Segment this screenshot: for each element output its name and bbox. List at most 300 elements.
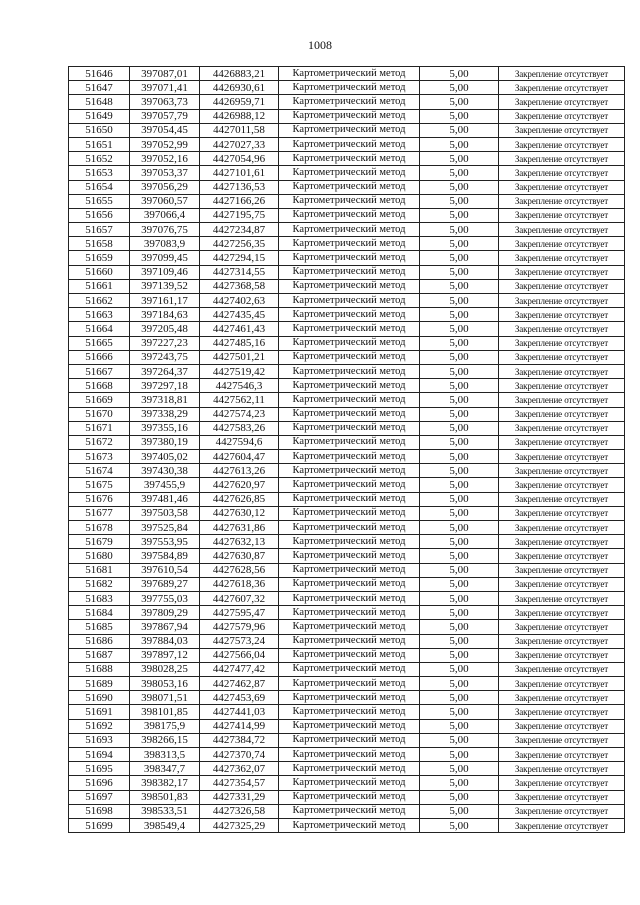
method-cell: Картометрический метод (279, 350, 420, 364)
fixing-cell: Закрепление отсутствует (499, 109, 625, 123)
method-cell: Картометрический метод (279, 336, 420, 350)
point-number-cell: 51686 (69, 634, 130, 648)
y-coordinate-cell: 4427326,58 (200, 804, 279, 818)
accuracy-cell: 5,00 (420, 606, 499, 620)
fixing-cell: Закрепление отсутствует (499, 435, 625, 449)
fixing-cell: Закрепление отсутствует (499, 137, 625, 151)
point-number-cell: 51696 (69, 776, 130, 790)
point-number-cell: 51678 (69, 521, 130, 535)
method-cell: Картометрический метод (279, 521, 420, 535)
fixing-cell: Закрепление отсутствует (499, 648, 625, 662)
table-row (69, 350, 625, 364)
accuracy-cell: 5,00 (420, 223, 499, 237)
point-number-cell: 51687 (69, 648, 130, 662)
fixing-cell: Закрепление отсутствует (499, 677, 625, 691)
point-number-cell: 51650 (69, 123, 130, 137)
table-row (69, 577, 625, 591)
accuracy-cell: 5,00 (420, 521, 499, 535)
x-coordinate-cell: 397503,58 (130, 506, 200, 520)
x-coordinate-cell: 397380,19 (130, 435, 200, 449)
point-number-cell: 51674 (69, 464, 130, 478)
table-row (69, 677, 625, 691)
point-number-cell: 51671 (69, 421, 130, 435)
point-number-cell: 51685 (69, 620, 130, 634)
x-coordinate-cell: 397139,52 (130, 279, 200, 293)
fixing-cell: Закрепление отсутствует (499, 350, 625, 364)
method-cell: Картометрический метод (279, 691, 420, 705)
y-coordinate-cell: 4426988,12 (200, 109, 279, 123)
y-coordinate-cell: 4426930,61 (200, 81, 279, 95)
x-coordinate-cell: 398549,4 (130, 818, 200, 832)
fixing-cell: Закрепление отсутствует (499, 804, 625, 818)
y-coordinate-cell: 4427362,07 (200, 762, 279, 776)
fixing-cell: Закрепление отсутствует (499, 123, 625, 137)
fixing-cell: Закрепление отсутствует (499, 81, 625, 95)
accuracy-cell: 5,00 (420, 95, 499, 109)
accuracy-cell: 5,00 (420, 506, 499, 520)
fixing-cell: Закрепление отсутствует (499, 535, 625, 549)
x-coordinate-cell: 397071,41 (130, 81, 200, 95)
fixing-cell: Закрепление отсутствует (499, 450, 625, 464)
accuracy-cell: 5,00 (420, 549, 499, 563)
table-row (69, 591, 625, 605)
point-number-cell: 51673 (69, 450, 130, 464)
accuracy-cell: 5,00 (420, 109, 499, 123)
x-coordinate-cell: 397161,17 (130, 294, 200, 308)
x-coordinate-cell: 397553,95 (130, 535, 200, 549)
y-coordinate-cell: 4427325,29 (200, 818, 279, 832)
fixing-cell: Закрепление отсутствует (499, 634, 625, 648)
accuracy-cell: 5,00 (420, 691, 499, 705)
table-row (69, 478, 625, 492)
point-number-cell: 51665 (69, 336, 130, 350)
accuracy-cell: 5,00 (420, 379, 499, 393)
table-row (69, 521, 625, 535)
x-coordinate-cell: 398071,51 (130, 691, 200, 705)
method-cell: Картометрический метод (279, 549, 420, 563)
table-row (69, 733, 625, 747)
table-row (69, 492, 625, 506)
fixing-cell: Закрепление отсутствует (499, 478, 625, 492)
x-coordinate-cell: 397083,9 (130, 237, 200, 251)
fixing-cell: Закрепление отсутствует (499, 322, 625, 336)
point-number-cell: 51652 (69, 152, 130, 166)
table-row (69, 322, 625, 336)
x-coordinate-cell: 398266,15 (130, 733, 200, 747)
method-cell: Картометрический метод (279, 166, 420, 180)
x-coordinate-cell: 397610,54 (130, 563, 200, 577)
method-cell: Картометрический метод (279, 634, 420, 648)
method-cell: Картометрический метод (279, 776, 420, 790)
y-coordinate-cell: 4427546,3 (200, 379, 279, 393)
y-coordinate-cell: 4426959,71 (200, 95, 279, 109)
fixing-cell: Закрепление отсутствует (499, 563, 625, 577)
x-coordinate-cell: 397243,75 (130, 350, 200, 364)
fixing-cell: Закрепление отсутствует (499, 379, 625, 393)
x-coordinate-cell: 398053,16 (130, 677, 200, 691)
fixing-cell: Закрепление отсутствует (499, 521, 625, 535)
point-number-cell: 51646 (69, 67, 130, 81)
table-row (69, 506, 625, 520)
accuracy-cell: 5,00 (420, 435, 499, 449)
fixing-cell: Закрепление отсутствует (499, 691, 625, 705)
y-coordinate-cell: 4427453,69 (200, 691, 279, 705)
method-cell: Картометрический метод (279, 364, 420, 378)
method-cell: Картометрический метод (279, 577, 420, 591)
method-cell: Картометрический метод (279, 265, 420, 279)
method-cell: Картометрический метод (279, 818, 420, 832)
x-coordinate-cell: 397318,81 (130, 393, 200, 407)
fixing-cell: Закрепление отсутствует (499, 166, 625, 180)
table-row (69, 208, 625, 222)
point-number-cell: 51694 (69, 748, 130, 762)
x-coordinate-cell: 397430,38 (130, 464, 200, 478)
fixing-cell: Закрепление отсутствует (499, 237, 625, 251)
fixing-cell: Закрепление отсутствует (499, 733, 625, 747)
point-number-cell: 51657 (69, 223, 130, 237)
accuracy-cell: 5,00 (420, 719, 499, 733)
method-cell: Картометрический метод (279, 705, 420, 719)
accuracy-cell: 5,00 (420, 705, 499, 719)
y-coordinate-cell: 4427604,47 (200, 450, 279, 464)
coordinates-table-body (69, 67, 625, 833)
method-cell: Картометрический метод (279, 123, 420, 137)
point-number-cell: 51677 (69, 506, 130, 520)
table-row (69, 705, 625, 719)
x-coordinate-cell: 398175,9 (130, 719, 200, 733)
y-coordinate-cell: 4427402,63 (200, 294, 279, 308)
fixing-cell: Закрепление отсутствует (499, 251, 625, 265)
accuracy-cell: 5,00 (420, 407, 499, 421)
point-number-cell: 51669 (69, 393, 130, 407)
method-cell: Картометрический метод (279, 762, 420, 776)
accuracy-cell: 5,00 (420, 166, 499, 180)
x-coordinate-cell: 397109,46 (130, 265, 200, 279)
x-coordinate-cell: 398313,5 (130, 748, 200, 762)
table-row (69, 450, 625, 464)
y-coordinate-cell: 4427166,26 (200, 194, 279, 208)
method-cell: Картометрический метод (279, 506, 420, 520)
y-coordinate-cell: 4427632,13 (200, 535, 279, 549)
accuracy-cell: 5,00 (420, 364, 499, 378)
y-coordinate-cell: 4427620,97 (200, 478, 279, 492)
point-number-cell: 51675 (69, 478, 130, 492)
table-row (69, 67, 625, 81)
method-cell: Картометрический метод (279, 790, 420, 804)
fixing-cell: Закрепление отсутствует (499, 762, 625, 776)
fixing-cell: Закрепление отсутствует (499, 95, 625, 109)
method-cell: Картометрический метод (279, 733, 420, 747)
method-cell: Картометрический метод (279, 393, 420, 407)
accuracy-cell: 5,00 (420, 535, 499, 549)
y-coordinate-cell: 4427101,61 (200, 166, 279, 180)
method-cell: Картометрический метод (279, 606, 420, 620)
point-number-cell: 51693 (69, 733, 130, 747)
point-number-cell: 51684 (69, 606, 130, 620)
fixing-cell: Закрепление отсутствует (499, 294, 625, 308)
x-coordinate-cell: 397205,48 (130, 322, 200, 336)
y-coordinate-cell: 4427626,85 (200, 492, 279, 506)
coordinates-table (68, 66, 625, 833)
accuracy-cell: 5,00 (420, 152, 499, 166)
fixing-cell: Закрепление отсутствует (499, 748, 625, 762)
point-number-cell: 51655 (69, 194, 130, 208)
point-number-cell: 51689 (69, 677, 130, 691)
x-coordinate-cell: 397054,45 (130, 123, 200, 137)
table-row (69, 137, 625, 151)
fixing-cell: Закрепление отсутствует (499, 279, 625, 293)
point-number-cell: 51683 (69, 591, 130, 605)
method-cell: Картометрический метод (279, 804, 420, 818)
fixing-cell: Закрепление отсутствует (499, 407, 625, 421)
x-coordinate-cell: 397063,73 (130, 95, 200, 109)
x-coordinate-cell: 397264,37 (130, 364, 200, 378)
table-row (69, 223, 625, 237)
point-number-cell: 51656 (69, 208, 130, 222)
point-number-cell: 51676 (69, 492, 130, 506)
y-coordinate-cell: 4427414,99 (200, 719, 279, 733)
point-number-cell: 51649 (69, 109, 130, 123)
x-coordinate-cell: 397455,9 (130, 478, 200, 492)
table-row (69, 237, 625, 251)
y-coordinate-cell: 4427331,29 (200, 790, 279, 804)
table-row (69, 194, 625, 208)
table-row (69, 549, 625, 563)
accuracy-cell: 5,00 (420, 450, 499, 464)
page-number: 1008 (308, 38, 332, 52)
accuracy-cell: 5,00 (420, 237, 499, 251)
x-coordinate-cell: 397405,02 (130, 450, 200, 464)
x-coordinate-cell: 397076,75 (130, 223, 200, 237)
accuracy-cell: 5,00 (420, 634, 499, 648)
fixing-cell: Закрепление отсутствует (499, 719, 625, 733)
point-number-cell: 51664 (69, 322, 130, 336)
method-cell: Картометрический метод (279, 279, 420, 293)
fixing-cell: Закрепление отсутствует (499, 705, 625, 719)
table-row (69, 762, 625, 776)
y-coordinate-cell: 4427136,53 (200, 180, 279, 194)
accuracy-cell: 5,00 (420, 748, 499, 762)
accuracy-cell: 5,00 (420, 464, 499, 478)
x-coordinate-cell: 397897,12 (130, 648, 200, 662)
x-coordinate-cell: 397227,23 (130, 336, 200, 350)
x-coordinate-cell: 397057,79 (130, 109, 200, 123)
y-coordinate-cell: 4427574,23 (200, 407, 279, 421)
method-cell: Картометрический метод (279, 563, 420, 577)
x-coordinate-cell: 398347,7 (130, 762, 200, 776)
accuracy-cell: 5,00 (420, 279, 499, 293)
method-cell: Картометрический метод (279, 492, 420, 506)
y-coordinate-cell: 4427583,26 (200, 421, 279, 435)
table-row (69, 336, 625, 350)
method-cell: Картометрический метод (279, 180, 420, 194)
fixing-cell: Закрепление отсутствует (499, 776, 625, 790)
x-coordinate-cell: 397066,4 (130, 208, 200, 222)
accuracy-cell: 5,00 (420, 762, 499, 776)
table-row (69, 279, 625, 293)
point-number-cell: 51680 (69, 549, 130, 563)
y-coordinate-cell: 4427594,6 (200, 435, 279, 449)
y-coordinate-cell: 4427618,36 (200, 577, 279, 591)
table-row (69, 166, 625, 180)
table-row (69, 308, 625, 322)
fixing-cell: Закрепление отсутствует (499, 67, 625, 81)
table-row (69, 776, 625, 790)
accuracy-cell: 5,00 (420, 818, 499, 832)
y-coordinate-cell: 4427027,33 (200, 137, 279, 151)
fixing-cell: Закрепление отсутствует (499, 549, 625, 563)
x-coordinate-cell: 397355,16 (130, 421, 200, 435)
y-coordinate-cell: 4427462,87 (200, 677, 279, 691)
point-number-cell: 51699 (69, 818, 130, 832)
fixing-cell: Закрепление отсутствует (499, 364, 625, 378)
accuracy-cell: 5,00 (420, 123, 499, 137)
accuracy-cell: 5,00 (420, 294, 499, 308)
method-cell: Картометрический метод (279, 421, 420, 435)
x-coordinate-cell: 398501,83 (130, 790, 200, 804)
table-row (69, 81, 625, 95)
fixing-cell: Закрепление отсутствует (499, 790, 625, 804)
x-coordinate-cell: 398533,51 (130, 804, 200, 818)
y-coordinate-cell: 4427630,87 (200, 549, 279, 563)
x-coordinate-cell: 397338,29 (130, 407, 200, 421)
y-coordinate-cell: 4427384,72 (200, 733, 279, 747)
x-coordinate-cell: 397809,29 (130, 606, 200, 620)
y-coordinate-cell: 4427579,96 (200, 620, 279, 634)
method-cell: Картометрический метод (279, 677, 420, 691)
y-coordinate-cell: 4427461,43 (200, 322, 279, 336)
y-coordinate-cell: 4427195,75 (200, 208, 279, 222)
method-cell: Картометрический метод (279, 152, 420, 166)
method-cell: Картометрический метод (279, 591, 420, 605)
table-row (69, 563, 625, 577)
method-cell: Картометрический метод (279, 748, 420, 762)
table-row (69, 804, 625, 818)
point-number-cell: 51692 (69, 719, 130, 733)
accuracy-cell: 5,00 (420, 322, 499, 336)
table-row (69, 748, 625, 762)
y-coordinate-cell: 4427631,86 (200, 521, 279, 535)
method-cell: Картометрический метод (279, 294, 420, 308)
accuracy-cell: 5,00 (420, 620, 499, 634)
y-coordinate-cell: 4426883,21 (200, 67, 279, 81)
x-coordinate-cell: 397087,01 (130, 67, 200, 81)
accuracy-cell: 5,00 (420, 251, 499, 265)
point-number-cell: 51653 (69, 166, 130, 180)
method-cell: Картометрический метод (279, 407, 420, 421)
y-coordinate-cell: 4427435,45 (200, 308, 279, 322)
y-coordinate-cell: 4427370,74 (200, 748, 279, 762)
accuracy-cell: 5,00 (420, 81, 499, 95)
point-number-cell: 51659 (69, 251, 130, 265)
point-number-cell: 51666 (69, 350, 130, 364)
accuracy-cell: 5,00 (420, 478, 499, 492)
fixing-cell: Закрепление отсутствует (499, 662, 625, 676)
accuracy-cell: 5,00 (420, 733, 499, 747)
accuracy-cell: 5,00 (420, 804, 499, 818)
method-cell: Картометрический метод (279, 662, 420, 676)
fixing-cell: Закрепление отсутствует (499, 421, 625, 435)
x-coordinate-cell: 397525,84 (130, 521, 200, 535)
method-cell: Картометрический метод (279, 194, 420, 208)
fixing-cell: Закрепление отсутствует (499, 194, 625, 208)
accuracy-cell: 5,00 (420, 648, 499, 662)
method-cell: Картометрический метод (279, 208, 420, 222)
fixing-cell: Закрепление отсутствует (499, 506, 625, 520)
fixing-cell: Закрепление отсутствует (499, 180, 625, 194)
table-row (69, 818, 625, 832)
table-row (69, 123, 625, 137)
point-number-cell: 51651 (69, 137, 130, 151)
point-number-cell: 51691 (69, 705, 130, 719)
point-number-cell: 51679 (69, 535, 130, 549)
table-row (69, 648, 625, 662)
point-number-cell: 51654 (69, 180, 130, 194)
y-coordinate-cell: 4427294,15 (200, 251, 279, 265)
accuracy-cell: 5,00 (420, 208, 499, 222)
table-row (69, 364, 625, 378)
method-cell: Картометрический метод (279, 478, 420, 492)
accuracy-cell: 5,00 (420, 67, 499, 81)
y-coordinate-cell: 4427477,42 (200, 662, 279, 676)
x-coordinate-cell: 397052,16 (130, 152, 200, 166)
point-number-cell: 51648 (69, 95, 130, 109)
x-coordinate-cell: 397584,89 (130, 549, 200, 563)
fixing-cell: Закрепление отсутствует (499, 818, 625, 832)
fixing-cell: Закрепление отсутствует (499, 223, 625, 237)
table-row (69, 152, 625, 166)
fixing-cell: Закрепление отсутствует (499, 606, 625, 620)
y-coordinate-cell: 4427501,21 (200, 350, 279, 364)
y-coordinate-cell: 4427628,56 (200, 563, 279, 577)
point-number-cell: 51682 (69, 577, 130, 591)
table-row (69, 662, 625, 676)
fixing-cell: Закрепление отсутствует (499, 464, 625, 478)
y-coordinate-cell: 4427613,26 (200, 464, 279, 478)
y-coordinate-cell: 4427519,42 (200, 364, 279, 378)
y-coordinate-cell: 4427441,03 (200, 705, 279, 719)
table-row (69, 421, 625, 435)
point-number-cell: 51695 (69, 762, 130, 776)
method-cell: Картометрический метод (279, 464, 420, 478)
x-coordinate-cell: 397755,03 (130, 591, 200, 605)
method-cell: Картометрический метод (279, 251, 420, 265)
accuracy-cell: 5,00 (420, 180, 499, 194)
method-cell: Картометрический метод (279, 81, 420, 95)
point-number-cell: 51698 (69, 804, 130, 818)
y-coordinate-cell: 4427011,58 (200, 123, 279, 137)
x-coordinate-cell: 397060,57 (130, 194, 200, 208)
y-coordinate-cell: 4427595,47 (200, 606, 279, 620)
method-cell: Картометрический метод (279, 109, 420, 123)
table-row (69, 180, 625, 194)
x-coordinate-cell: 397053,37 (130, 166, 200, 180)
accuracy-cell: 5,00 (420, 336, 499, 350)
method-cell: Картометрический метод (279, 237, 420, 251)
point-number-cell: 51697 (69, 790, 130, 804)
method-cell: Картометрический метод (279, 620, 420, 634)
table-row (69, 95, 625, 109)
accuracy-cell: 5,00 (420, 350, 499, 364)
point-number-cell: 51681 (69, 563, 130, 577)
method-cell: Картометрический метод (279, 535, 420, 549)
table-row (69, 535, 625, 549)
accuracy-cell: 5,00 (420, 563, 499, 577)
accuracy-cell: 5,00 (420, 577, 499, 591)
accuracy-cell: 5,00 (420, 662, 499, 676)
point-number-cell: 51690 (69, 691, 130, 705)
y-coordinate-cell: 4427607,32 (200, 591, 279, 605)
